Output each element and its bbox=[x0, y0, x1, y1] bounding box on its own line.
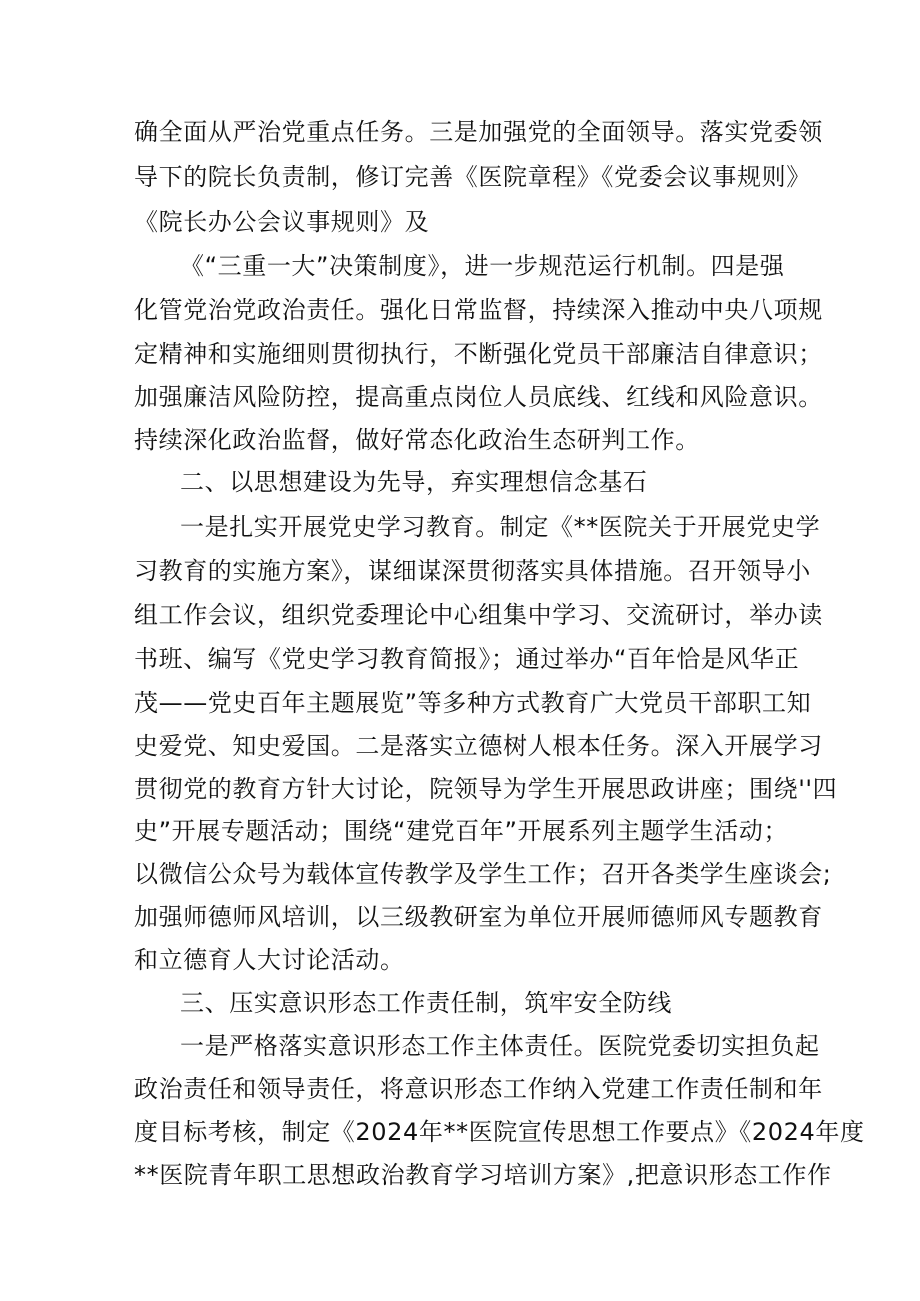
text-line: 史”开展专题活动；围绕“建党百年”开展系列主题学生活动； bbox=[134, 817, 789, 845]
section-heading: 二、以思想建设为先导，弃实理想信念基石 bbox=[180, 468, 648, 496]
text-line: 度目标考核，制定《2024年**医院宣传思想工作要点》《2024年度 bbox=[134, 1118, 865, 1146]
text-line: 习教育的实施方案》，谋细谋深贯彻落实具体措施。召开领导小 bbox=[134, 557, 811, 585]
text-line: 加强廉洁风险防控，提高重点岗位人员底线、红线和风险意识。 bbox=[134, 383, 823, 411]
text-line: 确全面从严治党重点任务。三是加强党的全面领导。落实党委领 bbox=[134, 118, 823, 146]
text-line: 导下的院长负责制，修订完善《医院章程》《党委会议事规则》 bbox=[134, 163, 811, 191]
section-heading: 三、压实意识形态工作责任制，筑牢安全防线 bbox=[180, 989, 672, 1017]
text-line: 加强师德师风培训，以三级教研室为单位开展师德师风专题教育 bbox=[134, 903, 823, 931]
text-line: 以微信公众号为载体宣传教学及学生工作；召开各类学生座谈会; bbox=[134, 860, 832, 888]
text-line: 《“三重一大”决策制度》，进一步规范运行机制。四是强 bbox=[180, 252, 785, 280]
text-line: 一是扎实开展党史学习教育。制定《**医院关于开展党史学 bbox=[180, 513, 821, 541]
text-line: 书班、编写《党史学习教育简报》；通过举办“百年恰是风华正 bbox=[134, 645, 800, 673]
text-line: 和立德育人大讨论活动。 bbox=[134, 946, 405, 974]
text-line: **医院青年职工思想政治教育学习培训方案》,把意识形态工作作 bbox=[134, 1161, 832, 1189]
text-line: 《院长办公会议事规则》及 bbox=[134, 208, 430, 236]
text-line: 一是严格落实意识形态工作主体责任。医院党委切实担负起 bbox=[180, 1032, 820, 1060]
text-line: 定精神和实施细则贯彻执行，不断强化党员干部廉洁自律意识； bbox=[134, 340, 823, 368]
text-line: 持续深化政治监督，做好常态化政治生态研判工作。 bbox=[134, 426, 700, 454]
text-line: 组工作会议，组织党委理论中心组集中学习、交流研讨，举办读 bbox=[134, 601, 823, 629]
text-line: 化管党治党政治责任。强化日常监督，持续深入推动中央八项规 bbox=[134, 296, 823, 324]
text-line: 茂——党史百年主题展览”等多种方式教育广大党员干部职工知 bbox=[134, 689, 812, 717]
text-line: 贯彻党的教育方针大讨论，院领导为学生开展思政讲座；围绕''四 bbox=[134, 775, 838, 803]
text-line: 政治责任和领导责任，将意识形态工作纳入党建工作责任制和年 bbox=[134, 1075, 823, 1103]
text-line: 史爱党、知史爱国。二是落实立德树人根本任务。深入开展学习 bbox=[134, 732, 823, 760]
